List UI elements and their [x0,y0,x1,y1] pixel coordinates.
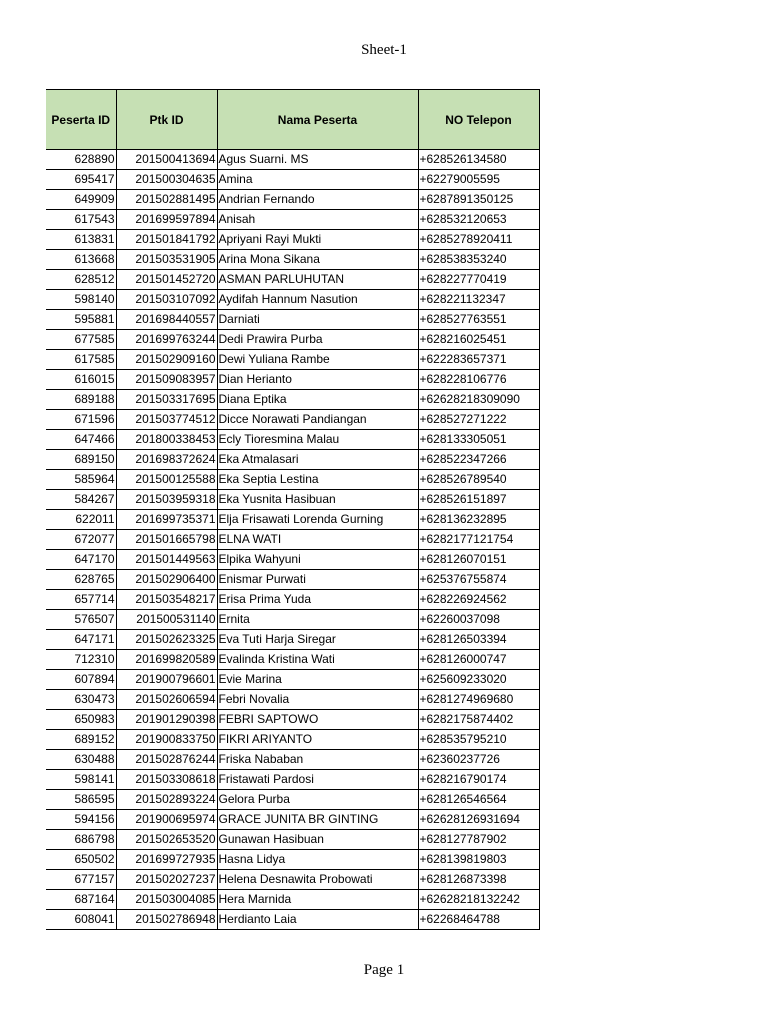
cell-ptk-id: 201698440557 [116,310,217,330]
cell-peserta-id: 630488 [46,750,116,770]
table-row [46,590,539,610]
table-row [46,190,539,210]
cell-no-telepon: +628126873398 [418,870,539,890]
cell-peserta-id: 584267 [46,490,116,510]
cell-no-telepon: +628226924562 [418,590,539,610]
table-row [46,270,539,290]
cell-no-telepon: +628126546564 [418,790,539,810]
cell-nama-peserta: Diana Eptika [217,390,418,410]
table-row [46,230,539,250]
table-row [46,470,539,490]
cell-peserta-id: 613668 [46,250,116,270]
cell-no-telepon: +628527763551 [418,310,539,330]
cell-ptk-id: 201900833750 [116,730,217,750]
cell-peserta-id: 687164 [46,890,116,910]
cell-ptk-id: 201900796601 [116,670,217,690]
cell-ptk-id: 201699597894 [116,210,217,230]
cell-ptk-id: 201698372624 [116,450,217,470]
cell-no-telepon: +628228106776 [418,370,539,390]
cell-peserta-id: 586595 [46,790,116,810]
cell-peserta-id: 671596 [46,410,116,430]
cell-no-telepon: +628139819803 [418,850,539,870]
cell-nama-peserta: Gunawan Hasibuan [217,830,418,850]
cell-peserta-id: 712310 [46,650,116,670]
cell-ptk-id: 201699735371 [116,510,217,530]
cell-nama-peserta: Gelora Purba [217,790,418,810]
table-row [46,390,539,410]
page-footer: Page 1 [363,962,405,978]
table-row [46,650,539,670]
cell-nama-peserta: Friska Nababan [217,750,418,770]
cell-no-telepon: +6282175874402 [418,710,539,730]
cell-nama-peserta: Apriyani Rayi Mukti [217,230,418,250]
cell-peserta-id: 617585 [46,350,116,370]
cell-nama-peserta: ELNA WATI [217,530,418,550]
cell-ptk-id: 201503774512 [116,410,217,430]
table-row [46,750,539,770]
table-row [46,910,539,930]
cell-peserta-id: 686798 [46,830,116,850]
cell-nama-peserta: Arina Mona Sikana [217,250,418,270]
table-row [46,410,539,430]
cell-peserta-id: 647171 [46,630,116,650]
cell-nama-peserta: Herdianto Laia [217,910,418,930]
cell-no-telepon: +62268464788 [418,910,539,930]
cell-ptk-id: 201503531905 [116,250,217,270]
cell-nama-peserta: Hera Marnida [217,890,418,910]
cell-ptk-id: 201502876244 [116,750,217,770]
cell-nama-peserta: Dicce Norawati Pandiangan [217,410,418,430]
cell-peserta-id: 585964 [46,470,116,490]
table-row [46,890,539,910]
cell-ptk-id: 201503959318 [116,490,217,510]
cell-peserta-id: 647170 [46,550,116,570]
cell-ptk-id: 201503107092 [116,290,217,310]
cell-ptk-id: 201500531140 [116,610,217,630]
table-row [46,730,539,750]
sheet-title: Sheet-1 [361,42,407,58]
cell-no-telepon: +628227770419 [418,270,539,290]
cell-nama-peserta: Elpika Wahyuni [217,550,418,570]
table-row [46,690,539,710]
cell-peserta-id: 689188 [46,390,116,410]
table-row [46,630,539,650]
cell-ptk-id: 201699763244 [116,330,217,350]
cell-ptk-id: 201800338453 [116,430,217,450]
cell-peserta-id: 607894 [46,670,116,690]
cell-ptk-id: 201502606594 [116,690,217,710]
table-body [46,150,539,930]
cell-ptk-id: 201500125588 [116,470,217,490]
cell-peserta-id: 630473 [46,690,116,710]
cell-ptk-id: 201901290398 [116,710,217,730]
cell-no-telepon: +625376755874 [418,570,539,590]
cell-ptk-id: 201500304635 [116,170,217,190]
cell-ptk-id: 201503308618 [116,770,217,790]
cell-nama-peserta: Eva Tuti Harja Siregar [217,630,418,650]
cell-peserta-id: 689152 [46,730,116,750]
cell-no-telepon: +62628126931694 [418,810,539,830]
cell-nama-peserta: Anisah [217,210,418,230]
cell-ptk-id: 201502786948 [116,910,217,930]
cell-nama-peserta: Elja Frisawati Lorenda Gurning [217,510,418,530]
cell-nama-peserta: Eka Atmalasari [217,450,418,470]
cell-no-telepon: +628133305051 [418,430,539,450]
cell-no-telepon: +622283657371 [418,350,539,370]
cell-ptk-id: 201502909160 [116,350,217,370]
table-row [46,810,539,830]
header-nama-peserta: Nama Peserta [217,90,418,150]
cell-nama-peserta: FEBRI SAPTOWO [217,710,418,730]
table-row [46,210,539,230]
cell-peserta-id: 617543 [46,210,116,230]
cell-ptk-id: 201699820589 [116,650,217,670]
participants-table [46,89,540,930]
cell-no-telepon: +625609233020 [418,670,539,690]
cell-ptk-id: 201501841792 [116,230,217,250]
cell-peserta-id: 657714 [46,590,116,610]
cell-nama-peserta: Eka Septia Lestina [217,470,418,490]
header-no-telepon: NO Telepon [418,90,539,150]
cell-peserta-id: 613831 [46,230,116,250]
cell-no-telepon: +628126000747 [418,650,539,670]
table-header-row [46,90,539,150]
table-row [46,670,539,690]
table-row [46,510,539,530]
table-row [46,570,539,590]
cell-peserta-id: 608041 [46,910,116,930]
cell-nama-peserta: Andrian Fernando [217,190,418,210]
cell-nama-peserta: Amina [217,170,418,190]
table-row [46,450,539,470]
table-row [46,850,539,870]
cell-peserta-id: 595881 [46,310,116,330]
cell-no-telepon: +628526151897 [418,490,539,510]
cell-nama-peserta: Hasna Lidya [217,850,418,870]
cell-ptk-id: 201503317695 [116,390,217,410]
table-row [46,610,539,630]
cell-no-telepon: +62260037098 [418,610,539,630]
table-row [46,370,539,390]
cell-peserta-id: 616015 [46,370,116,390]
table-row [46,330,539,350]
table-row [46,490,539,510]
table-row [46,250,539,270]
cell-no-telepon: +628535795210 [418,730,539,750]
cell-no-telepon: +62279005595 [418,170,539,190]
cell-peserta-id: 672077 [46,530,116,550]
cell-no-telepon: +628526134580 [418,150,539,170]
cell-no-telepon: +628522347266 [418,450,539,470]
table-row [46,830,539,850]
cell-nama-peserta: GRACE JUNITA BR GINTING [217,810,418,830]
cell-ptk-id: 201502623325 [116,630,217,650]
table-row [46,710,539,730]
cell-ptk-id: 201502881495 [116,190,217,210]
cell-ptk-id: 201502893224 [116,790,217,810]
cell-no-telepon: +628126070151 [418,550,539,570]
cell-no-telepon: +628216025451 [418,330,539,350]
cell-ptk-id: 201503004085 [116,890,217,910]
cell-peserta-id: 628765 [46,570,116,590]
table-row [46,550,539,570]
cell-no-telepon: +628127787902 [418,830,539,850]
cell-no-telepon: +6282177121754 [418,530,539,550]
cell-nama-peserta: Dewi Yuliana Rambe [217,350,418,370]
cell-nama-peserta: Ecly Tioresmina Malau [217,430,418,450]
cell-nama-peserta: Fristawati Pardosi [217,770,418,790]
table-row [46,530,539,550]
cell-ptk-id: 201502653520 [116,830,217,850]
cell-nama-peserta: Agus Suarni. MS [217,150,418,170]
cell-no-telepon: +628221132347 [418,290,539,310]
table-row [46,430,539,450]
cell-no-telepon: +628532120653 [418,210,539,230]
cell-ptk-id: 201502027237 [116,870,217,890]
cell-peserta-id: 628890 [46,150,116,170]
cell-peserta-id: 598140 [46,290,116,310]
cell-no-telepon: +628216790174 [418,770,539,790]
cell-nama-peserta: Febri Novalia [217,690,418,710]
cell-peserta-id: 647466 [46,430,116,450]
cell-no-telepon: +6287891350125 [418,190,539,210]
table-row [46,350,539,370]
cell-peserta-id: 598141 [46,770,116,790]
cell-peserta-id: 628512 [46,270,116,290]
table-row [46,150,539,170]
cell-ptk-id: 201509083957 [116,370,217,390]
cell-no-telepon: +628527271222 [418,410,539,430]
cell-nama-peserta: Darniati [217,310,418,330]
header-ptk-id: Ptk ID [116,90,217,150]
cell-no-telepon: +628136232895 [418,510,539,530]
cell-peserta-id: 622011 [46,510,116,530]
cell-peserta-id: 649909 [46,190,116,210]
cell-no-telepon: +6281274969680 [418,690,539,710]
cell-nama-peserta: Evie Marina [217,670,418,690]
cell-ptk-id: 201502906400 [116,570,217,590]
header-peserta-id: Peserta ID [46,90,116,150]
cell-peserta-id: 576507 [46,610,116,630]
table-row [46,290,539,310]
cell-no-telepon: +628126503394 [418,630,539,650]
cell-peserta-id: 677585 [46,330,116,350]
cell-peserta-id: 594156 [46,810,116,830]
table-row [46,770,539,790]
cell-ptk-id: 201500413694 [116,150,217,170]
cell-no-telepon: +62628218309090 [418,390,539,410]
table-row [46,870,539,890]
cell-nama-peserta: Erisa Prima Yuda [217,590,418,610]
cell-ptk-id: 201900695974 [116,810,217,830]
cell-nama-peserta: Enismar Purwati [217,570,418,590]
cell-peserta-id: 650502 [46,850,116,870]
cell-peserta-id: 695417 [46,170,116,190]
cell-no-telepon: +628538353240 [418,250,539,270]
cell-nama-peserta: Eka Yusnita Hasibuan [217,490,418,510]
cell-nama-peserta: Dedi Prawira Purba [217,330,418,350]
cell-nama-peserta: Ernita [217,610,418,630]
table-row [46,310,539,330]
cell-ptk-id: 201501665798 [116,530,217,550]
cell-nama-peserta: Aydifah Hannum Nasution [217,290,418,310]
cell-peserta-id: 689150 [46,450,116,470]
cell-nama-peserta: FIKRI ARIYANTO [217,730,418,750]
table-row [46,170,539,190]
cell-ptk-id: 201503548217 [116,590,217,610]
cell-nama-peserta: Dian Herianto [217,370,418,390]
cell-ptk-id: 201501449563 [116,550,217,570]
cell-nama-peserta: Helena Desnawita Probowati [217,870,418,890]
cell-ptk-id: 201501452720 [116,270,217,290]
cell-no-telepon: +62628218132242 [418,890,539,910]
table-row [46,790,539,810]
cell-no-telepon: +6285278920411 [418,230,539,250]
cell-ptk-id: 201699727935 [116,850,217,870]
cell-peserta-id: 650983 [46,710,116,730]
cell-no-telepon: +628526789540 [418,470,539,490]
cell-nama-peserta: Evalinda Kristina Wati [217,650,418,670]
cell-peserta-id: 677157 [46,870,116,890]
cell-no-telepon: +62360237726 [418,750,539,770]
cell-nama-peserta: ASMAN PARLUHUTAN [217,270,418,290]
